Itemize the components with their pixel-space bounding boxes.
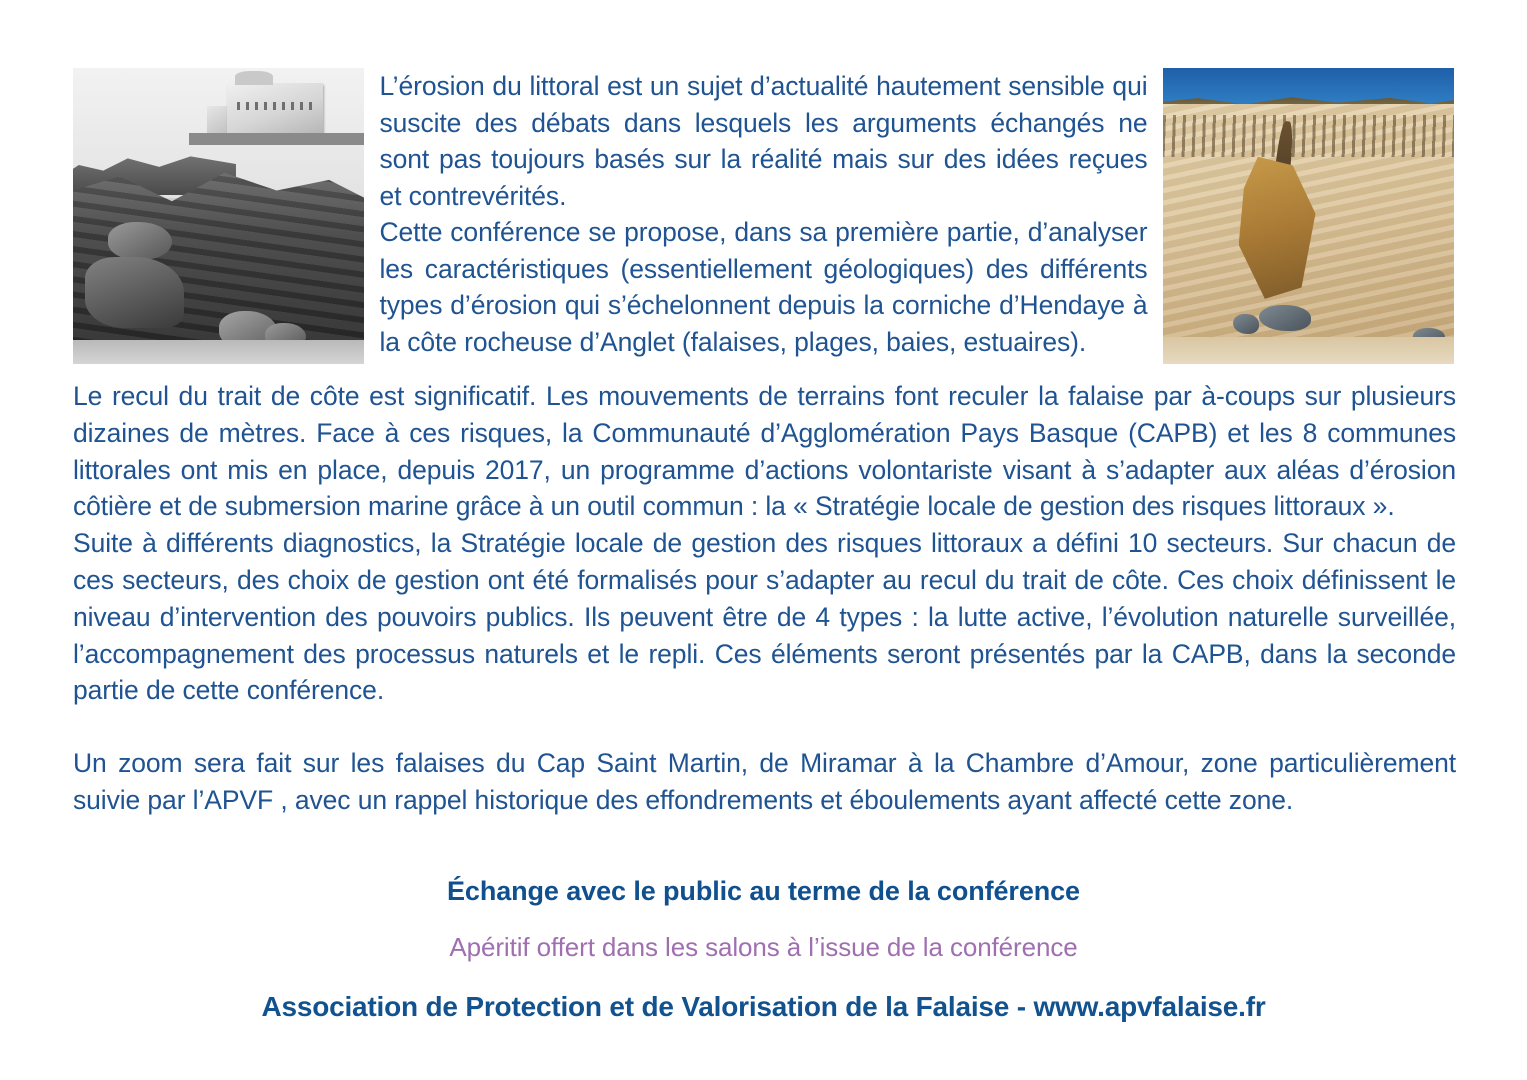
footer-aperitif-line: Apéritif offert dans les salons à l’issue de la conférence	[449, 932, 1078, 962]
photo-villa	[227, 83, 323, 136]
paragraph-spacer	[73, 709, 1456, 745]
historic-cliff-collapse-photo	[73, 68, 364, 364]
top-row	[73, 68, 1454, 365]
body-paragraph-1: Le recul du trait de côte est significatif. Les mouvements de terrains font reculer la falaise par à-coups sur plusieurs dizaines de mètres. Face à ces risques, la Communauté d’Agglomération Pays Basque (CAPB) et les 8 communes littorales ont mis en place, depuis 2017, un programme d’actions volontariste visant à s’adapter aux aléas d’érosion côtière et de submersion marine grâce à un outil commun : la « Stratégie locale de gestion des risques littoraux ».	[73, 381, 1456, 522]
main-body-text	[73, 378, 1456, 819]
photo-strata-layers	[1163, 115, 1454, 156]
intro-text-block	[380, 68, 1148, 360]
body-paragraph-3: Un zoom sera fait sur les falaises du Cap Saint Martin, de Miramar à la Chambre d’Amour, zone particulièrement suivie par l’APVF , avec un rappel historique des effondrements et éboulements ayant affecté cette zone.	[73, 748, 1456, 815]
footer	[0, 872, 1527, 1026]
intro-paragraph-1: L’érosion du littoral est un sujet d’actualité hautement sensible qui suscite des débats dans lesquels les arguments échangés ne sont pas toujours basés sur la réalité mais sur des idées reçues et contrevérités.	[379, 71, 1148, 211]
body-paragraph-2: Suite à différents diagnostics, la Stratégie locale de gestion des risques littoraux a défini 10 secteurs. Sur chacun de ces secteurs, des choix de gestion ont été formalisés pour s’adapter au recul du trait de côte. Ces choix définissent le niveau d’intervention des pouvoirs publics. Ils peuvent être de 4 types : la lutte active, l’évolution naturelle surveillée, l’accompagnement des processus naturels et le repli. Ces éléments seront présentés par la CAPB, dans la seconde partie de cette conférence.	[73, 528, 1456, 706]
photo-beach	[73, 340, 364, 364]
footer-exchange-line: Échange avec le public au terme de la conférence	[447, 876, 1080, 906]
photo-boulder	[108, 222, 172, 260]
photo-boulder	[85, 257, 184, 328]
photo-terrace	[189, 133, 364, 145]
photo-sky	[1163, 68, 1454, 104]
intro-paragraph-2: Cette conférence se propose, dans sa première partie, d’analyser les caractéristiques (essentiellement géologiques) des différents types d’érosion qui s’échelonnent depuis la corniche d’Hendaye à la côte rocheuse d’Anglet (falaises, plages, baies, estuaires).	[379, 217, 1148, 357]
footer-association-line: Association de Protection et de Valorisation de la Falaise - www.apvfalaise.fr	[261, 991, 1266, 1022]
eroded-sandy-cliff-photo	[1163, 68, 1454, 364]
photo-beach	[1163, 337, 1454, 364]
